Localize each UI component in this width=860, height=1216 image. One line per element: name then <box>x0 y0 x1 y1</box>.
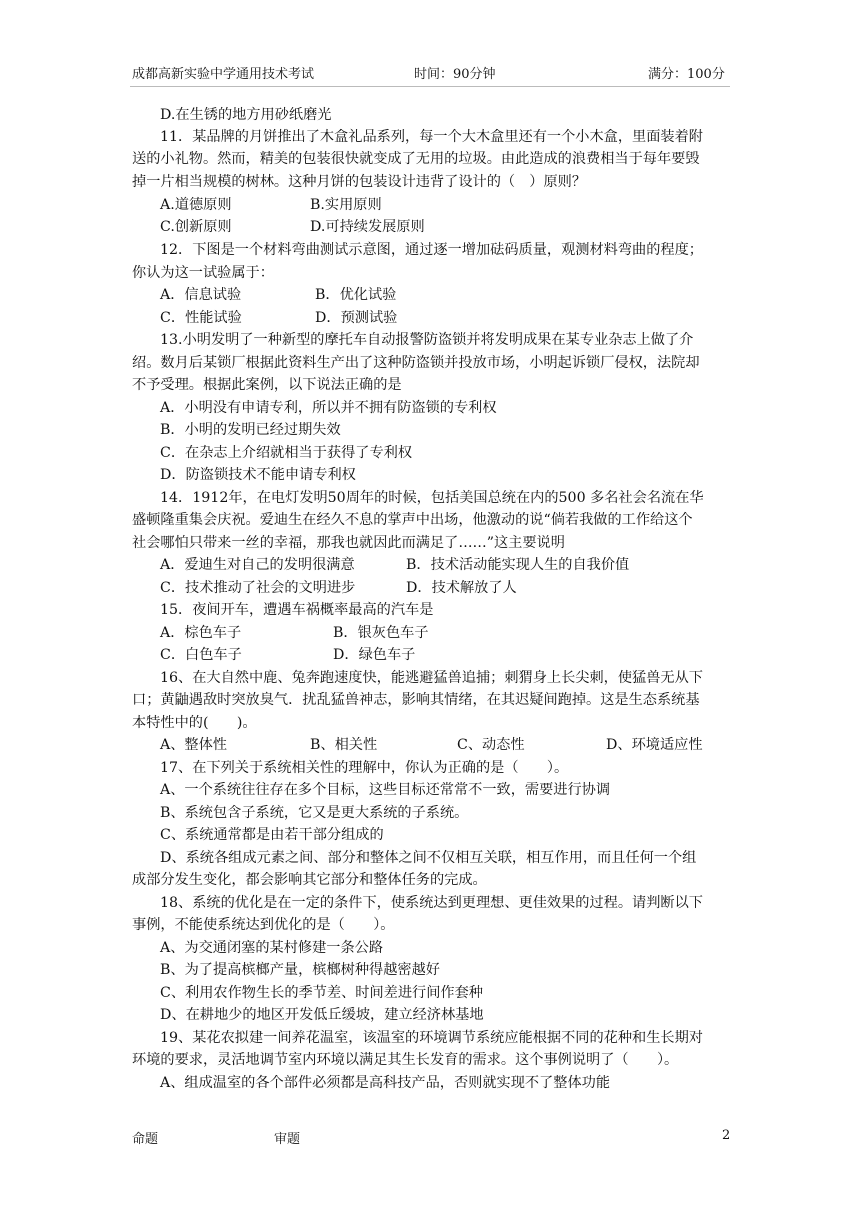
option-d: D．技术解放了人 <box>406 580 517 596</box>
question-11-line: 掉一片相当规模的树林。这种月饼的包装设计违背了设计的（ ）原则？ <box>132 174 587 190</box>
option-b: B．银灰色车子 <box>333 625 429 641</box>
option-line: D.在生锈的地方用砂纸磨光 <box>160 107 332 123</box>
page-number: 2 <box>722 1128 731 1143</box>
option-b: B、系统包含子系统，它又是更大系统的子系统。 <box>160 805 469 821</box>
option-a: A、组成温室的各个部件必须都是高科技产品，否则就实现不了整体功能 <box>160 1075 611 1091</box>
option-d: D、在耕地少的地区开发低丘缓坡，建立经济林基地 <box>160 1007 484 1023</box>
question-18-line: 18、系统的优化是在一定的条件下，使系统达到更理想、更佳效果的过程。请判断以下 <box>160 895 703 911</box>
question-14-line: 盛顿隆重集会庆祝。爱迪生在经久不息的掌声中出场，他激动的说“倘若我做的工作给这个 <box>132 512 693 528</box>
option-c: C、系统通常都是由若干部分组成的 <box>160 827 384 843</box>
question-13-line: 不予受理。根据此案例，以下说法正确的是 <box>132 377 402 393</box>
footer-reviewer: 审题 <box>274 1132 301 1147</box>
question-19-line: 环境的要求，灵活地调节室内环境以满足其生长发育的需求。这个事例说明了（ ）。 <box>132 1052 679 1068</box>
header-full-score: 满分：100分 <box>648 67 725 82</box>
question-13-line: 绍。数月后某锁厂根据此资料生产出了这种防盗锁并投放市场，小明起诉锁厂侵权，法院却 <box>132 355 700 371</box>
option-d: D．防盗锁技术不能申请专利权 <box>160 467 356 483</box>
question-15-options <box>132 622 760 644</box>
question-17-line: 17、在下列关于系统相关性的理解中，你认为正确的是（ ）。 <box>160 760 569 776</box>
option-b: B．优化试验 <box>315 287 397 303</box>
option-d: D．预测试验 <box>315 310 398 326</box>
question-14-line: 社会哪怕只带来一丝的幸福，那我也就因此而满足了……”这主要说明 <box>132 535 565 551</box>
question-11-options <box>132 216 760 238</box>
header-school-exam: 成都高新实验中学通用技术考试 <box>132 67 315 82</box>
option-d-continued: 成部分发生变化，都会影响其它部分和整体任务的完成。 <box>132 872 487 888</box>
option-b: B．小明的发明已经过期失效 <box>160 422 341 438</box>
question-16-line: 本特性中的( )。 <box>132 715 257 731</box>
option-d: D．绿色车子 <box>333 647 416 663</box>
question-15-options <box>132 644 760 666</box>
question-15-line: 15．夜间开车，遭遇车祸概率最高的汽车是 <box>160 602 434 618</box>
option-a: A、一个系统往往存在多个目标，这些目标还常常不一致，需要进行协调 <box>160 782 611 798</box>
option-a: A．信息试验 <box>160 287 242 303</box>
option-b: B.实用原则 <box>310 197 382 213</box>
question-14-options <box>132 554 760 576</box>
option-a: A．小明没有申请专利，所以并不拥有防盗锁的专利权 <box>160 400 497 416</box>
option-c: C．白色车子 <box>160 647 242 663</box>
option-d: D.可持续发展原则 <box>310 219 425 235</box>
question-16-line: 16、在大自然中鹿、兔奔跑速度快，能逃避猛兽追捕；刺猬身上长尖刺，使猛兽无从下 <box>160 670 703 686</box>
option-c: C．技术推动了社会的文明进步 <box>160 580 356 596</box>
question-14-line: 14．1912年，在电灯发明50周年的时候，包括美国总统在内的500 多名社会名流在华 <box>160 490 704 506</box>
option-c: C．在杂志上介绍就相当于获得了专利权 <box>160 445 413 461</box>
header-rule <box>130 86 730 87</box>
question-11-line: 送的小礼物。然而，精美的包装很快就变成了无用的垃圾。由此造成的浪费相当于每年要毁 <box>132 151 700 167</box>
option-b: B．技术活动能实现人生的自我价值 <box>406 557 630 573</box>
question-11-options <box>132 194 760 216</box>
question-14-options <box>132 577 760 599</box>
option-a: A．棕色车子 <box>160 625 242 641</box>
question-12-options <box>132 307 760 329</box>
question-11-line: 11．某品牌的月饼推出了木盒礼品系列，每一个大木盒里还有一个小木盒，里面装着附 <box>160 129 703 145</box>
option-a: A.道德原则 <box>160 197 232 213</box>
question-16-line: 口；黄鼬遇敌时突放臭气．扰乱猛兽神志，影响其情绪，在其迟疑间跑掉。这是生态系统基 <box>132 692 700 708</box>
footer-proposer: 命题 <box>132 1132 159 1147</box>
question-12-options <box>132 284 760 306</box>
question-18-line: 事例，不能使系统达到优化的是（ ）。 <box>132 917 395 933</box>
question-19-line: 19、某花农拟建一间养花温室，该温室的环境调节系统应能根据不同的花种和生长期对 <box>160 1030 703 1046</box>
question-16-options <box>132 734 760 756</box>
header-time: 时间：90分钟 <box>414 67 496 82</box>
question-12-line: 12．下图是一个材料弯曲测试示意图，通过逐一增加砝码质量，观测材料弯曲的程度； <box>160 242 703 258</box>
option-b: B、相关性 <box>310 737 378 753</box>
option-a: A、整体性 <box>160 737 227 753</box>
option-c: C.创新原则 <box>160 219 232 235</box>
option-d: D、环境适应性 <box>606 737 703 753</box>
option-b: B、为了提高槟榔产量，槟榔树种得越密越好 <box>160 962 440 978</box>
option-c: C、动态性 <box>457 737 525 753</box>
question-12-line: 你认为这一试验属于： <box>132 265 274 281</box>
option-c: C、利用农作物生长的季节差、时间差进行间作套种 <box>160 985 483 1001</box>
option-a: A、为交通闭塞的某村修建一条公路 <box>160 940 384 956</box>
question-13-line: 13.小明发明了一种新型的摩托车自动报警防盗锁并将发明成果在某专业杂志上做了介 <box>160 332 694 348</box>
option-c: C．性能试验 <box>160 310 242 326</box>
option-d: D、系统各组成元素之间、部分和整体之间不仅相互关联，相互作用，而且任何一个组 <box>160 850 697 866</box>
option-a: A．爱迪生对自己的发明很满意 <box>160 557 355 573</box>
